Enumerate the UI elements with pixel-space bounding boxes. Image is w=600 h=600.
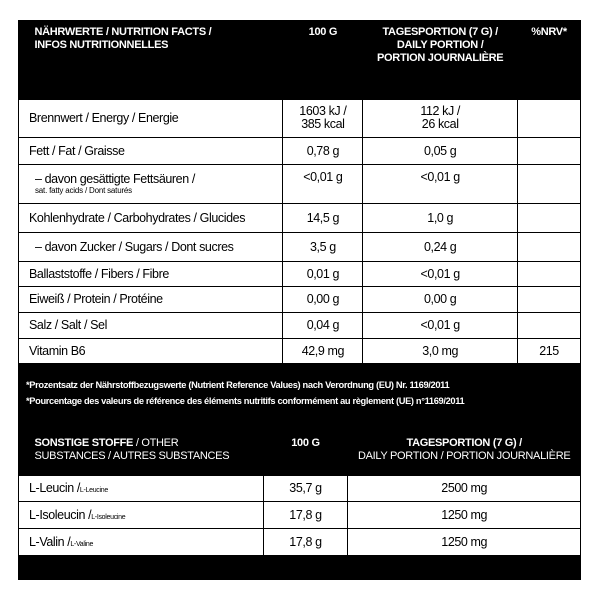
amino-label-small: L-Valine bbox=[70, 540, 94, 548]
row-daily: 1,0 g bbox=[363, 203, 518, 232]
row-per100: 42,9 mg bbox=[283, 338, 363, 363]
header-daily-line2: DAILY PORTION / bbox=[396, 39, 484, 51]
energy-kj-daily: 112 kJ / bbox=[420, 104, 460, 118]
header-other-line2: SUBSTANCES / AUTRES SUBSTANCES bbox=[34, 450, 230, 462]
row-per100: 0,01 g bbox=[283, 261, 363, 286]
header-other-daily bbox=[348, 431, 581, 475]
other-header-row bbox=[19, 431, 581, 475]
row-nrv bbox=[518, 99, 581, 137]
energy-kcal-100: 385 kcal bbox=[301, 117, 345, 131]
header-daily-line3: PORTION JOURNALIÈRE bbox=[377, 52, 504, 64]
row-daily bbox=[363, 99, 518, 137]
amino-label-small: L-Isoleucine bbox=[91, 513, 126, 521]
row-label bbox=[19, 164, 283, 203]
row-daily: <0,01 g bbox=[363, 261, 518, 286]
other-substances-table bbox=[18, 431, 581, 556]
row-per100: 0,00 g bbox=[283, 286, 363, 312]
sat-fat-sublabel: sat. fatty acids / Dont saturés bbox=[35, 186, 132, 195]
row-label bbox=[19, 501, 264, 528]
table-row bbox=[19, 338, 581, 363]
row-per100: 0,04 g bbox=[283, 312, 363, 338]
row-per100: 3,5 g bbox=[283, 232, 363, 261]
footnote-line2: *Pourcentage des valeurs de référence des éléments nutritifs conformément au règlement (UE) n°1169/2011 bbox=[26, 396, 465, 406]
header-other-substances bbox=[19, 431, 264, 475]
row-nrv: 215 bbox=[518, 338, 581, 363]
table-row bbox=[19, 261, 581, 286]
row-daily: 3,0 mg bbox=[363, 338, 518, 363]
header-daily-portion bbox=[363, 20, 518, 99]
table-row bbox=[19, 203, 581, 232]
row-per100 bbox=[283, 99, 363, 137]
amino-label-small: L-Leucine bbox=[79, 487, 108, 494]
amino-label: L-Leucin / bbox=[29, 481, 80, 495]
row-label: Salz / Salt / Sel bbox=[19, 312, 283, 338]
footnote-line1: *Prozentsatz der Nährstoffbezugswerte (Nutrient Reference Values) nach Verordnung (EU) Nr. 1169/2011 bbox=[26, 380, 450, 390]
row-per100: 0,78 g bbox=[283, 137, 363, 164]
sat-fat-label: – davon gesättigte Fettsäuren / bbox=[35, 172, 195, 186]
table-row bbox=[19, 475, 581, 501]
row-label: Vitamin B6 bbox=[19, 338, 283, 363]
row-label: Eiweiß / Protein / Protéine bbox=[19, 286, 283, 312]
row-nrv bbox=[518, 232, 581, 261]
energy-kj-100: 1603 kJ / bbox=[299, 104, 347, 118]
header-nutrition-facts-line1: NÄHRWERTE / NUTRITION FACTS / bbox=[34, 26, 212, 38]
row-per100: 17,8 g bbox=[263, 501, 348, 528]
row-per100: 35,7 g bbox=[263, 475, 348, 501]
row-label: Kohlenhydrate / Carbohydrates / Glucides bbox=[19, 203, 283, 232]
row-daily: 0,24 g bbox=[363, 232, 518, 261]
row-label: Brennwert / Energy / Energie bbox=[19, 99, 283, 137]
row-daily: 0,00 g bbox=[363, 286, 518, 312]
amino-label: L-Valin / bbox=[29, 534, 71, 549]
nrv-footnote bbox=[26, 377, 578, 409]
row-daily: <0,01 g bbox=[363, 312, 518, 338]
header-nrv: %NRV* bbox=[518, 20, 581, 99]
row-label: – davon Zucker / Sugars / Dont sucres bbox=[19, 232, 283, 261]
row-label bbox=[19, 528, 264, 555]
header-other-bold: SONSTIGE STOFFE bbox=[34, 437, 134, 449]
row-nrv bbox=[518, 203, 581, 232]
table-row bbox=[19, 137, 581, 164]
header-other-daily-line2: DAILY PORTION / PORTION JOURNALIÈRE bbox=[357, 450, 571, 462]
table-row bbox=[19, 232, 581, 261]
row-daily: 0,05 g bbox=[363, 137, 518, 164]
header-nutrition-facts-line2: INFOS NUTRITIONNELLES bbox=[34, 39, 169, 51]
row-nrv bbox=[518, 137, 581, 164]
row-per100: <0,01 g bbox=[283, 164, 363, 203]
header-other-line1 bbox=[35, 437, 260, 450]
table-row bbox=[19, 312, 581, 338]
row-nrv bbox=[518, 286, 581, 312]
row-per100: 17,8 g bbox=[263, 528, 348, 555]
row-nrv bbox=[518, 164, 581, 203]
header-other-rest: / OTHER bbox=[133, 437, 179, 449]
row-daily: <0,01 g bbox=[363, 164, 518, 203]
row-label: Ballaststoffe / Fibers / Fibre bbox=[19, 261, 283, 286]
table-row bbox=[19, 286, 581, 312]
header-nutrition-facts bbox=[19, 20, 283, 99]
row-daily: 1250 mg bbox=[348, 528, 581, 555]
nutrition-table bbox=[18, 20, 581, 364]
table-row bbox=[19, 501, 581, 528]
row-per100: 14,5 g bbox=[283, 203, 363, 232]
row-nrv bbox=[518, 312, 581, 338]
table-row bbox=[19, 164, 581, 203]
energy-kcal-daily: 26 kcal bbox=[421, 117, 459, 131]
row-daily: 2500 mg bbox=[348, 475, 581, 501]
row-label bbox=[19, 475, 264, 501]
header-other-per-100g: 100 G bbox=[263, 431, 348, 475]
header-other-daily-line1: TAGESPORTION (7 G) / bbox=[406, 437, 522, 449]
table-row bbox=[19, 528, 581, 555]
table-row bbox=[19, 99, 581, 137]
row-daily: 1250 mg bbox=[348, 501, 581, 528]
row-label: Fett / Fat / Graisse bbox=[19, 137, 283, 164]
header-daily-line1: TAGESPORTION (7 G) / bbox=[382, 26, 498, 38]
amino-label: L-Isoleucin / bbox=[29, 507, 92, 522]
nutrition-header-row bbox=[19, 20, 581, 99]
header-per-100g: 100 G bbox=[283, 20, 363, 99]
row-nrv bbox=[518, 261, 581, 286]
